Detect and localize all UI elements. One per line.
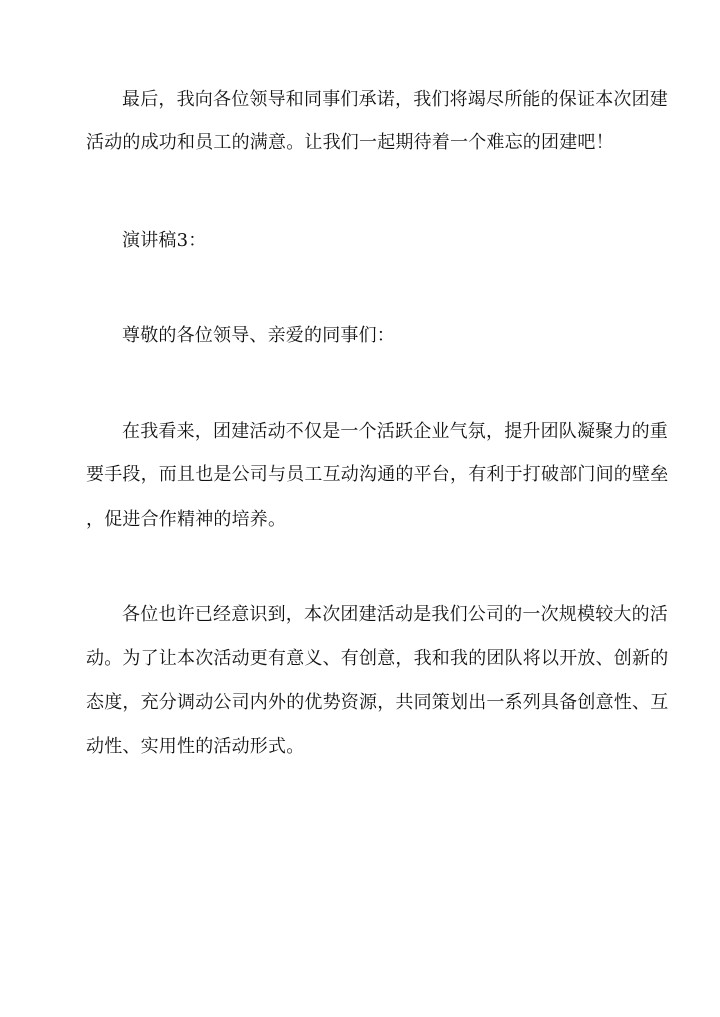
paragraph-4-line-2: 要手段，而且也是公司与员工互动沟通的平台，有利于打破部门间的壁垒 [86,464,669,485]
paragraph-4-line-3: ，促进合作精神的培养。 [86,509,287,530]
paragraph-5-line-3: 态度，充分调动公司内外的优势资源，共同策划出一系列具备创意性、互 [86,692,669,713]
paragraph-5-line-4: 动性、实用性的活动形式。 [86,736,305,757]
paragraph-1-line-2: 活动的成功和员工的满意。让我们一起期待着一个难忘的团建吧！ [86,132,614,153]
paragraph-5-line-2: 动。为了让本次活动更有意义、有创意，我和我的团队将以开放、创新的 [86,648,669,669]
paragraph-4-line-1: 在我看来，团建活动不仅是一个活跃企业气氛，提升团队凝聚力的重 [122,421,668,442]
paragraph-5-line-1: 各位也许已经意识到，本次团建活动是我们公司的一次规模较大的活 [122,604,668,625]
paragraph-1-line-1: 最后，我向各位领导和同事们承诺，我们将竭尽所能的保证本次团建 [122,89,668,110]
speech-heading: 演讲稿3： [122,230,207,251]
salutation: 尊敬的各位领导、亲爱的同事们： [122,325,395,346]
